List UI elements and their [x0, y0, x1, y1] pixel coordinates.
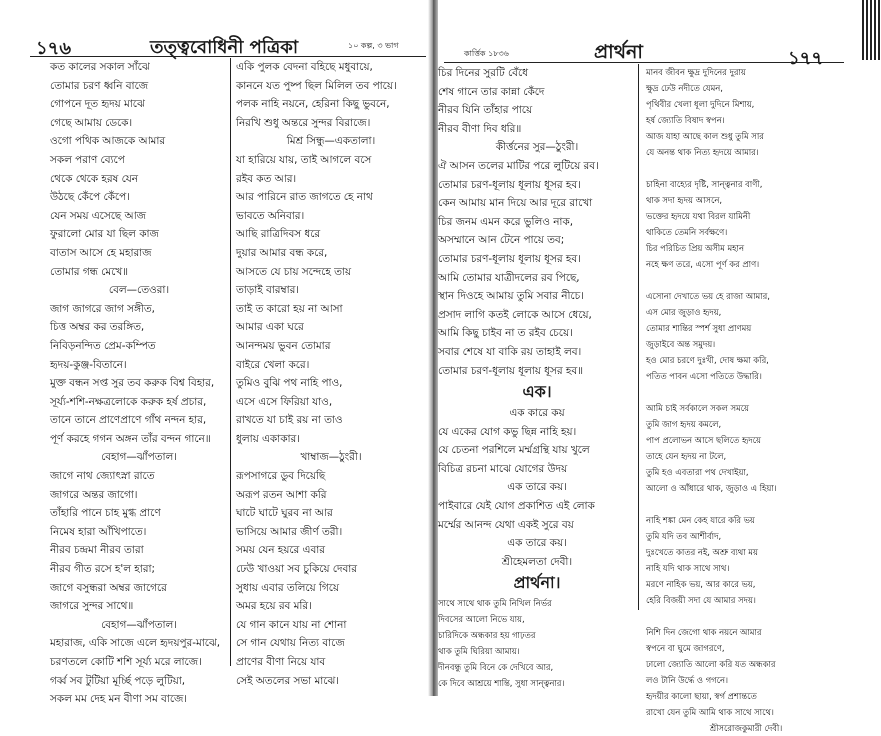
text-line: গর্ব্ব সব টুটিয়া মূর্চ্ছি পড়ে লুটিয়া, [50, 674, 186, 687]
text-line: পূর্ণ করহে গগন অঙ্গন তাঁর বন্দন গানে॥ [50, 432, 211, 445]
text-line: তুমি জাগ হৃদয় কমলে, [646, 419, 722, 429]
text-line: স্বপনে বা ঘুমে জাগরণে, [646, 643, 725, 653]
text-line: ভাসিয়ে আমার জীর্ণ তরী। [236, 525, 343, 538]
text-line: সুধায় এবার তলিয়ে গিয়ে [236, 581, 340, 594]
text-line: হৃদয়-কুঞ্জ-বিতানে। [50, 358, 127, 371]
text-line: তোমার চরণ-ধূলায় ধূলায় ধূসর হব। [438, 178, 581, 191]
text-line: মানব জীবন ক্ষুদ্র দুদিনের দুরায় [646, 67, 746, 77]
text-line: থাকিতে তেমনি সর্বক্ষণে। [646, 227, 728, 237]
text-line: বিচিত্র রচনা মাঝে যোগের উদয় [438, 462, 568, 475]
text-line: সে গান যেথায় নিত্য বাজে [236, 637, 345, 650]
text-line: তুমি যদি তব আশীর্বাদ, [646, 531, 722, 541]
page-number-left: ১৭৬ [36, 38, 72, 59]
text-line: নিশি দিন জেগো থাক নয়নে আমার [646, 627, 762, 637]
text-line: জুড়াইবে অন্ত সমুদয়। [646, 339, 716, 349]
text-line: এসোনা দেখাতে ভয় হে রাজা আমার, [646, 291, 770, 301]
text-line: চির দিনের সুরটি বেঁধে [438, 67, 528, 79]
text-line: মুক্ত বন্ধন সপ্ত সুর তব করুক বিশ্ব বিহার, [50, 377, 215, 390]
section-heading: কীর্ত্তনের সুর—ঠুংরী। [495, 141, 579, 154]
text-line: দুঃখেতে কাতর নই, অশ্রু ব্যথা ময় [646, 547, 758, 557]
text-line: নীরব বীণা দিব ধরি॥ [438, 122, 522, 135]
text-line: তোমার শান্তির স্পর্শ সুধা প্রাণময় [646, 323, 752, 333]
text-line: হর্ষ জ্যোতি বিষাদ স্বপন। [646, 115, 725, 125]
running-title-right: প্রার্থনা [594, 41, 643, 63]
text-line: নিবিড়নন্দিত প্রেম-কম্পিত [50, 339, 156, 352]
text-line: তোমার চরণ-ধূলায় ধূলায় ধূসর হব। [438, 252, 581, 265]
section-heading: এক তারে কয়। [507, 537, 567, 550]
text-line: তাড়াই বারম্বার। [236, 284, 300, 297]
text-line: তোমার গন্ধ মেখে॥ [50, 265, 129, 278]
scan-edge-mark [862, 0, 881, 60]
left-column-1 [50, 58, 228, 709]
text-line: বাইরে খেলা করে। [236, 358, 310, 371]
text-line: সকল পরাণ ব্যেপে [50, 153, 125, 166]
text-line: মরণে নাহিক ভয়, আর কারে ভয়, [646, 579, 756, 589]
text-line: রাখতে যা চাই রয় না তাও [236, 414, 343, 427]
text-line: একি পুলক বেদনা বহিছে মধুবায়ে, [236, 61, 373, 73]
text-line [646, 160, 846, 176]
text-line: স্থান দিওহে আমায় তুমি সবার নীচে। [438, 290, 584, 303]
text-line: সূর্য্য-শশি-নক্ষত্রলোকে করুক হর্ষ প্রচার, [50, 395, 207, 408]
text-line: দীনবন্ধু তুমি বিনে কে দেখিবে আর, [438, 662, 554, 673]
date-tag: কার্ত্তিক ১৮৩৬ [464, 49, 509, 58]
text-line: হেরি বিজয়ী সদা যে আমার সদয়। [646, 595, 756, 605]
text-line [646, 608, 846, 624]
text-line: তুমি হও এবতারা পথ দেখাইয়া, [646, 467, 749, 477]
text-line: থাক সদা হৃদয় আসনে, [646, 195, 722, 205]
text-line: ভাবতে অনিবার। [236, 209, 305, 222]
text-line: চারিদিকে অন্ধকার হয় গাঢ়তর [438, 630, 536, 641]
text-line: নীরব গীত রসে হ'ল হারা; [50, 563, 155, 576]
text-line: কাননে যত পুষ্প ছিল মিলিল তব পায়ে। [236, 79, 397, 92]
left-column-2 [236, 58, 426, 690]
section-heading: মিশ্র সিন্ধু—একতালা। [286, 135, 376, 148]
text-line: হও মোর চরণে দুঃখী, দোষ ক্ষমা করি, [646, 355, 769, 365]
text-line: নীরব চন্দ্রমা নীরব তারা [50, 544, 144, 557]
text-line: ক্ষুদ্র ঢেউ নদীতে যেমন, [646, 83, 723, 93]
text-line: তানে তানে প্রাণেপ্রাণে গাঁথ নন্দন হার, [50, 414, 207, 427]
text-line: আছি রাত্রিদিবস ধরে [236, 228, 321, 241]
text-line: জাগে নাথ জ্যোৎস্না রাতে [50, 470, 155, 483]
section-heading: এক কারে কয় [509, 407, 565, 420]
section-title-prarthana: প্রার্থনা। [513, 573, 561, 593]
text-line: চিত্ত অম্বর কর তরঙ্গিত, [50, 321, 145, 334]
text-line: ভক্তের হৃদয়ে যথা বিরল যামিনী [646, 211, 751, 221]
text-line: উঠছে কেঁপে কেঁপে। [50, 191, 130, 204]
text-line: চাহিনা বাহ্যের দৃষ্টি, সান্ত্বনার বাণী, [646, 179, 763, 189]
text-line: শেষ গানে তার কান্না কেঁদে [438, 85, 545, 98]
text-line: আমার একা ঘরে [236, 321, 304, 334]
text-line: তোমার চরণ-ধূলায় ধূলায় ধূসর হব॥ [438, 364, 584, 377]
text-line: আলো ও আঁধারে থাক, জুড়াও এ হিয়া। [646, 483, 777, 493]
text-line: রইব কত আর। [236, 172, 297, 185]
text-line: জাগরে অন্তর জাগো। [50, 488, 138, 501]
text-line: রূপসাগরে ডুব দিয়েছি [236, 470, 326, 483]
text-line: এস মোর জুড়াও হৃদয়, [646, 307, 722, 317]
text-line: আসতে যে চায় সন্দেহে তায় [236, 265, 352, 278]
text-line: চরণতলে কোটি শশি সূর্য্য মরে লাজে। [50, 656, 202, 668]
right-column-1 [438, 64, 636, 691]
section-heading: শ্রীহেমলতা দেবী। [501, 555, 573, 568]
text-line: অমর হয়ে রব মরি। [236, 600, 312, 613]
text-line: হৃদয়ীর কালো ছায়া, স্বর্গ প্রশান্ততে [646, 691, 757, 701]
text-line: নিরখি শুধু অন্তরে সুন্দর বিরাজে। [236, 116, 371, 129]
section-title-ek: এক। [522, 382, 552, 402]
text-line: নাহি শঙ্কা মেন কেহ যারে করি ভয় [646, 515, 755, 525]
text-line: জাগে বসুন্ধরা অম্বর জাগেরে [50, 581, 167, 594]
text-line: প্রাণের বীণা নিয়ে যাব [236, 656, 326, 668]
text-line: নাহি যদি থাক সাথে সাথ। [646, 563, 730, 573]
text-line: অরূপ রতন আশা করি [236, 488, 327, 501]
text-line: আনন্দময় ভুবন তোমার [236, 339, 331, 352]
text-line: প্রসাদ লাগি কতই লোকে আসে ধেয়ে, [438, 308, 592, 321]
right-page [436, 0, 881, 733]
text-line: থেকে থেকে হরষ যেন [50, 172, 138, 185]
text-line: ওগো পথিক আজকে আমার [50, 135, 166, 148]
text-line: অসম্মানে আন টেনে পায়ে তব; [438, 234, 565, 247]
text-line: তাঁহারি পানে চাহ মুগ্ধ প্রাণে [50, 507, 161, 520]
text-line: সাথে সাথে থাক তুমি নিখিল নির্ভর [438, 598, 552, 609]
text-line: মর্ম্মের আনন্দ যেথা একই সুরে বয় [438, 518, 574, 531]
text-line: ঢেউ খাওয়া সব চুকিয়ে দেবার [236, 563, 357, 576]
running-title-left: তত্ত্ববোধিনী পত্রিকা [150, 37, 299, 58]
text-line: থাক তুমি ঘিরিয়া আমায়। [438, 646, 520, 657]
text-line: আর পারিনে রাত জাগতে হে নাথ [236, 191, 373, 204]
section-heading: শ্রীসরোজকুমারী দেবী। [709, 723, 783, 733]
section-heading: বেহাগ—ঝাঁপতাল। [101, 618, 177, 631]
text-line: সকল মম দেহ মন বীণা সম বাজে। [50, 693, 188, 706]
text-line: কে দিবে আশ্রয়ে শান্তি, সুধা সান্ত্বনার। [438, 678, 565, 689]
text-line [646, 384, 846, 400]
text-line: গোপনে দূত হৃদয় মাঝে [50, 98, 145, 111]
text-line: জাগ জাগরে জাগ সঙ্গীত, [50, 302, 155, 315]
text-line: এসে এসে ফিরিয়া যাও, [236, 395, 333, 408]
text-line: ঘাটে ঘাটে ঘুরব না আর [236, 507, 333, 520]
right-column-2 [646, 64, 846, 736]
column-divider-right [638, 64, 639, 610]
text-line: সবার শেষে যা বাকি রয় তাহাই লব। [438, 345, 582, 358]
text-line: চির পরিচিত প্রিয় অসীম মহান [646, 243, 744, 253]
issue-info: ১০ কল্প, ৩ ভাগ [348, 41, 399, 50]
text-line: নীরব যিনি তাঁহার পায়ে [438, 104, 533, 117]
text-line: আমি কিছু চাইব না ত রইব চেয়ে। [438, 327, 573, 340]
text-line: ঐ আসন তলের মাটির পরে লুটিয়ে রব। [438, 159, 599, 172]
text-line: তোমার চরণ ধ্বনি বাজে [50, 79, 149, 92]
text-line: নহে ক্ষণ তরে, এসো পূর্ণ কর প্রাণ। [646, 259, 760, 269]
column-divider-left [230, 58, 231, 666]
text-line: তুমিও বুঝি পথ নাহি পাও, [236, 377, 343, 390]
text-line: যে গান কানে যায় না শোনা [236, 618, 347, 631]
text-line: কত কালের সকাল সাঁঝে [50, 61, 150, 73]
text-line: যে অনন্ত থাক নিত্য হৃদয়ে আমার। [646, 147, 759, 157]
text-line: আমি তোমার যাত্রীদলের রব পিছে, [438, 271, 580, 284]
text-line: ঢালো জ্যোতি আলো করি যত অন্ধকার [646, 659, 776, 669]
text-line: যে চেতনা পরশিলে মর্ম্মগ্রন্থি যায় খুলে [438, 444, 590, 457]
text-line: রাখো যেন তুমি আমি থাক সাথে সাথে। [646, 707, 774, 717]
text-line: পাপ প্রলোভন আসে ছলিতে হৃদয়ে [646, 435, 761, 445]
text-line: তাহে যেন হৃদয় না টলে, [646, 451, 727, 461]
text-line: চির জনম এমন করে ভুলিও নাক, [438, 215, 574, 228]
text-line: দুয়ার আমার বন্ধ করে, [236, 246, 328, 259]
text-line: আমি চাই সর্বকালে সকল সময়ে [646, 403, 749, 413]
text-line: মহারাজ, একি সাজে এলে হৃদয়পুর-মাঝে, [50, 637, 221, 650]
text-line: পৃথিবীর খেলা ধূলা দুদিনে মিশায়, [646, 99, 755, 109]
header-rule-left [30, 56, 426, 57]
text-line: পলক নাহি নয়নে, হেরিনা কিছু ভুবনে, [236, 98, 390, 111]
text-line: নিমেষ হারা আঁখিপাতে। [50, 525, 147, 538]
text-line: তাই ত কারো হয় না আসা [236, 302, 343, 315]
text-line: দিবসের আলো নিভে যায়, [438, 614, 525, 625]
text-line: আজ যাহা আছে কাল শুধু তুমি সার [646, 131, 764, 141]
text-line: সময় যেন হয়রে এবার [236, 544, 325, 557]
text-line: বাতাস আসে হে মহারাজ [50, 246, 152, 259]
text-line: ফুরালো মোর যা ছিল কাজ [50, 228, 159, 241]
text-line [646, 496, 846, 512]
text-line: পাইবারে যেই যোগ প্রকাশিত এই লোক [438, 500, 595, 513]
section-heading: এক তারে কয়। [507, 481, 567, 494]
section-heading: খাম্বাজ—ঠুংরী। [300, 451, 362, 464]
text-line: কেন আমায় মান দিয়ে আর দূরে রাখো [438, 197, 593, 210]
text-line: যেন সময় এসেছে আজ [50, 209, 146, 222]
text-line: ধুলায় একাকার। [236, 432, 300, 445]
text-line: যে একের যোগ কভু ছিন্ন নাহি হয়। [438, 425, 577, 438]
header-rule-right [444, 62, 844, 63]
page-number-right: ১৭৭ [788, 48, 824, 69]
section-heading: বেহাগ—ঝাঁপতাল। [101, 451, 177, 464]
text-line [646, 272, 846, 288]
text-line: গেছে আমায় ডেকে। [50, 116, 133, 129]
text-line: যা হারিয়ে যায়, তাই আগলে বসে [236, 153, 372, 166]
text-line: পতিত পাবন এসো পতিতে উদ্ধারি। [646, 371, 762, 381]
text-line: লও টানি উর্দ্ধে ও গগনে। [646, 675, 728, 685]
section-heading: বেল—তেওরা। [108, 284, 170, 297]
text-line: জাগরে সুন্দর সাথে॥ [50, 600, 134, 613]
left-page [0, 0, 432, 706]
text-line: সেই অতলের সভা মাঝে। [236, 674, 339, 687]
